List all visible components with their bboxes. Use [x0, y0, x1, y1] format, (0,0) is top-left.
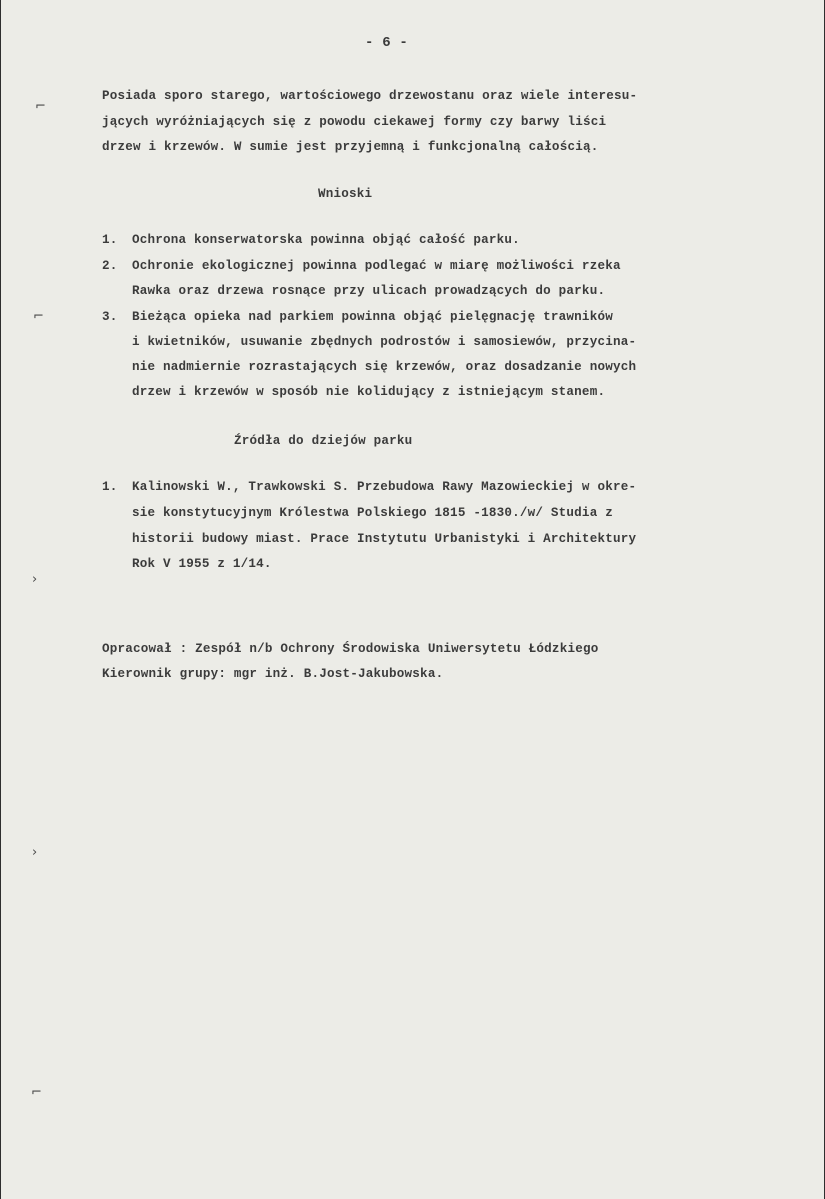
conclusion-line: Rawka oraz drzewa rosnące przy ulicach prowadzących do parku.: [132, 284, 606, 298]
conclusion-number: 2.: [102, 259, 118, 273]
source-line: Kalinowski W., Trawkowski S. Przebudowa Rawy Mazowieckiej w okre-: [132, 480, 637, 494]
margin-mark-icon: ⌐: [31, 1085, 42, 1100]
margin-mark-icon: ⌐: [33, 309, 44, 324]
margin-mark-icon: ›: [32, 845, 38, 860]
source-line: sie konstytucyjnym Królestwa Polskiego 1815 -1830./w/ Studia z: [132, 506, 613, 520]
conclusion-line: drzew i krzewów w sposób nie kolidujący z istniejącym stanem.: [132, 385, 606, 399]
conclusion-number: 3.: [102, 310, 118, 324]
margin-mark-icon: ›: [32, 572, 38, 587]
intro-line: Posiada sporo starego, wartościowego drzewostanu oraz wiele interesu-: [102, 89, 638, 103]
footer-line: Kierownik grupy: mgr inż. B.Jost-Jakubowska.: [102, 667, 444, 681]
conclusion-line: Ochronie ekologicznej powinna podlegać w miarę możliwości rzeka: [132, 259, 621, 273]
source-line: historii budowy miast. Prace Instytutu Urbanistyki i Architektury: [132, 532, 637, 546]
source-line: Rok V 1955 z 1/14.: [132, 557, 272, 571]
footer-line: Opracował : Zespół n/b Ochrony Środowiska Uniwersytetu Łódzkiego: [102, 642, 599, 656]
conclusion-line: Bieżąca opieka nad parkiem powinna objąć pielęgnację trawników: [132, 310, 613, 324]
conclusion-line: Ochrona konserwatorska powinna objąć całość parku.: [132, 233, 520, 247]
conclusions-heading: Wnioski: [318, 187, 373, 201]
intro-line: drzew i krzewów. W sumie jest przyjemną i funkcjonalną całością.: [102, 140, 599, 154]
sources-heading: Źródła do dziejów parku: [234, 434, 413, 448]
margin-mark-icon: ⌐: [35, 99, 46, 114]
conclusion-number: 1.: [102, 233, 118, 247]
conclusion-line: nie nadmiernie rozrastających się krzewów, oraz dosadzanie nowych: [132, 360, 637, 374]
page-number: - 6 -: [365, 35, 409, 51]
source-number: 1.: [102, 480, 118, 494]
conclusion-line: i kwietników, usuwanie zbędnych podrostów i samosiewów, przycina-: [132, 335, 637, 349]
intro-line: jących wyróżniających się z powodu ciekawej formy czy barwy liści: [102, 115, 607, 129]
